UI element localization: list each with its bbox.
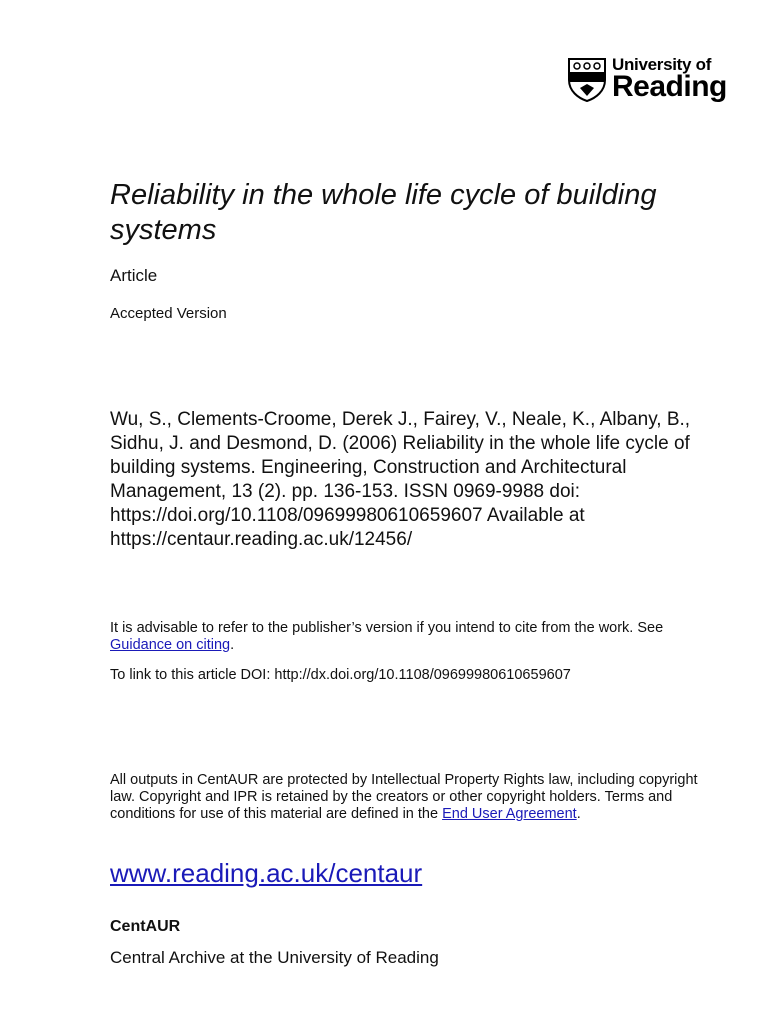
advisory-text-end: .	[230, 637, 235, 653]
centaur-description: Central Archive at the University of Reading	[110, 948, 439, 967]
rights-text-end: .	[576, 806, 581, 822]
rights-notice	[110, 772, 710, 823]
document-version: Accepted Version	[110, 305, 227, 322]
logo-wordmark	[612, 56, 727, 102]
university-logo	[568, 56, 728, 104]
guidance-on-citing-link[interactable]: Guidance on citing	[110, 637, 231, 653]
university-shield-icon	[568, 58, 606, 102]
centaur-name: CentAUR	[110, 918, 181, 935]
doi-link-line: To link to this article DOI: http://dx.doi.org/10.1108/09699980610659607	[110, 667, 571, 683]
advisory-text: It is advisable to refer to the publisher’s version if you intend to cite from the work. See	[110, 620, 664, 636]
end-user-agreement-link[interactable]: End User Agreement	[442, 806, 577, 822]
rights-text: All outputs in CentAUR are protected by Intellectual Property Rights law, including copyright law. Copyright and IPR is retained by the creators or other copyright holders. Terms and conditions for use of this material are defined in the	[110, 772, 698, 822]
document-type: Article	[110, 266, 158, 285]
citation-text: Wu, S., Clements-Croome, Derek J., Fairey, V., Neale, K., Albany, B., Sidhu, J. and Desmond, D. (2006) Reliability in the whole life cycle of building systems. Engineering, Construction and Architectural Management, 13 (2). pp. 136-153. ISSN 0969-9988 doi: https://doi.org/10.1108/09699980610659607 Available at https://centaur.reading.ac.uk/12456/	[110, 409, 691, 550]
logo-line-university-of: University of	[612, 55, 712, 74]
citation-advisory	[110, 620, 710, 654]
logo-line-reading: Reading	[612, 70, 727, 103]
centaur-website-link[interactable]: www.reading.ac.uk/centaur	[110, 858, 423, 888]
article-title: Reliability in the whole life cycle of building systems	[110, 179, 657, 246]
